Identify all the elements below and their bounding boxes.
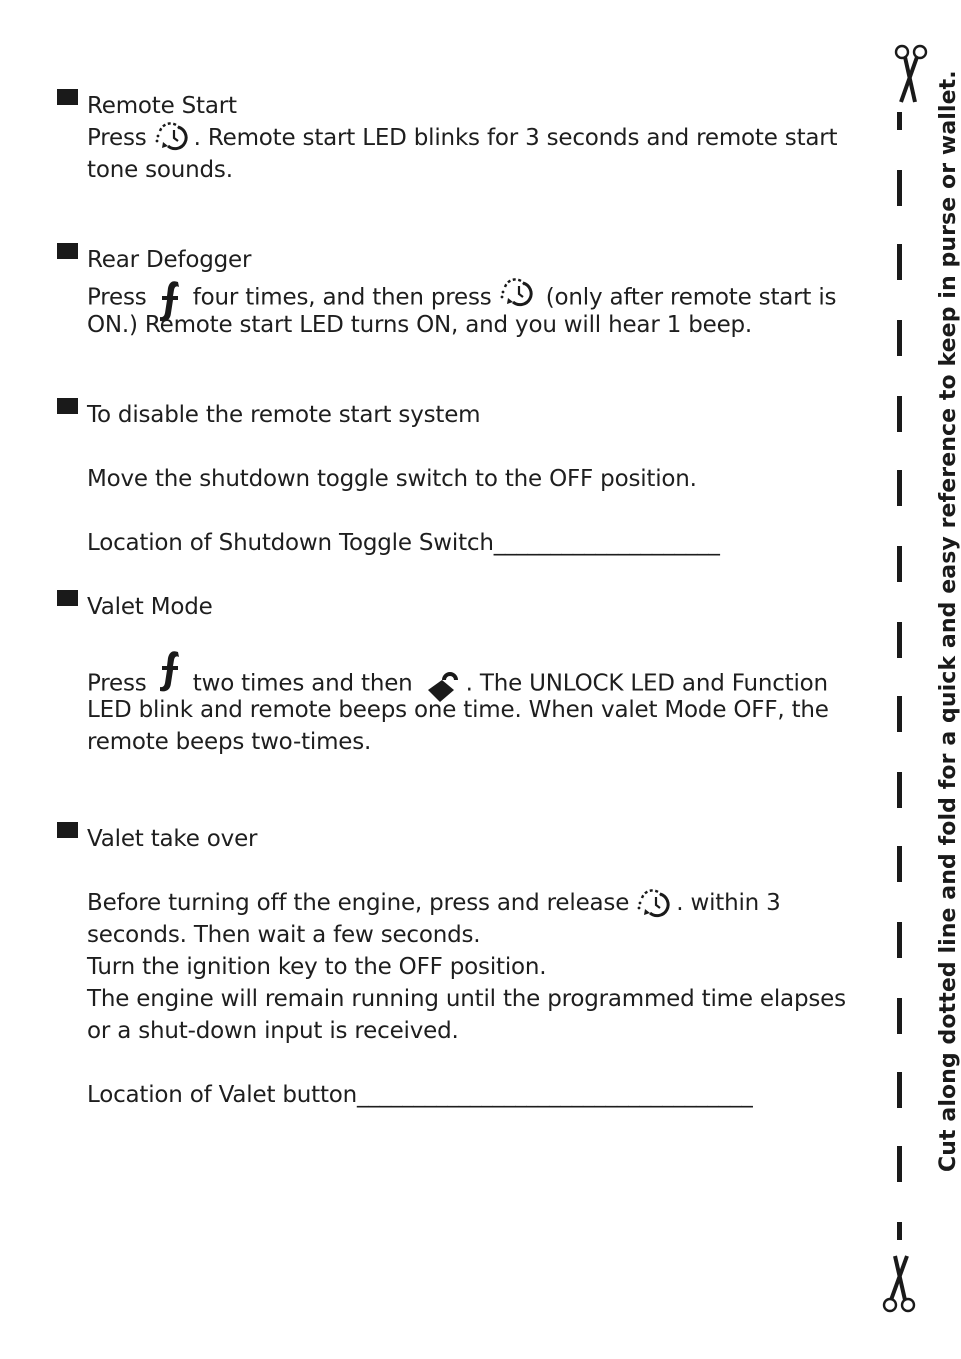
section-title-remote-start: Remote Start bbox=[87, 93, 237, 119]
cut-dash bbox=[897, 772, 902, 808]
remote-start-icon bbox=[636, 888, 676, 918]
cut-dash bbox=[897, 470, 902, 506]
section-bullet bbox=[57, 590, 78, 606]
remote-start-line-2: tone sounds. bbox=[87, 157, 233, 183]
text-segment: Press bbox=[87, 284, 154, 311]
section-title-rear-defogger: Rear Defogger bbox=[87, 247, 252, 273]
disable-instruction: Move the shutdown toggle switch to the OFF position. bbox=[87, 466, 697, 492]
text-segment: . within 3 bbox=[676, 890, 781, 916]
cut-dash bbox=[897, 244, 902, 280]
cut-dash bbox=[897, 320, 902, 356]
text-segment: . Remote start LED blinks for 3 seconds and remote start bbox=[193, 125, 838, 151]
cut-line-margin bbox=[875, 0, 935, 1359]
section-bullet bbox=[57, 398, 78, 414]
section-bullet bbox=[57, 89, 78, 105]
cut-dash bbox=[897, 1222, 902, 1240]
function-f-icon bbox=[154, 648, 186, 692]
valet-mode-line-3: remote beeps two-times. bbox=[87, 729, 372, 755]
valet-take-over-line-3: Turn the ignition key to the OFF position. bbox=[87, 954, 547, 980]
remote-start-icon bbox=[154, 121, 194, 151]
valet-take-over-line-4: The engine will remain running until the programmed time elapses bbox=[87, 986, 846, 1012]
cut-dash bbox=[897, 846, 902, 882]
valet-button-location-field: Location of Valet button___________________________________ bbox=[87, 1082, 753, 1108]
section-title-valet-mode: Valet Mode bbox=[87, 594, 213, 620]
scissors-icon bbox=[879, 1252, 921, 1320]
text-segment: (only after remote start is bbox=[538, 284, 837, 311]
cut-dash bbox=[897, 112, 902, 130]
remote-start-line-1 bbox=[87, 122, 837, 154]
cut-dash bbox=[897, 1072, 902, 1108]
text-segment: two times and then bbox=[185, 670, 420, 697]
valet-take-over-line-2: seconds. Then wait a few seconds. bbox=[87, 922, 481, 948]
cut-dash bbox=[897, 696, 902, 732]
section-title-disable: To disable the remote start system bbox=[87, 402, 481, 428]
cut-dash bbox=[897, 170, 902, 206]
scissors-icon bbox=[889, 44, 931, 112]
section-bullet bbox=[57, 243, 78, 259]
cut-dash bbox=[897, 998, 902, 1034]
text-segment: Before turning off the engine, press and release bbox=[87, 890, 637, 916]
cut-dash bbox=[897, 546, 902, 582]
valet-take-over-line-5: or a shut-down input is received. bbox=[87, 1018, 459, 1044]
cut-dash bbox=[897, 396, 902, 432]
remote-start-icon bbox=[499, 277, 539, 307]
valet-take-over-line-1 bbox=[87, 887, 781, 919]
text-segment: Press bbox=[87, 125, 154, 151]
cut-dash bbox=[897, 622, 902, 658]
section-bullet bbox=[57, 822, 78, 838]
text-segment: . The UNLOCK LED and Function bbox=[465, 670, 828, 697]
valet-mode-line-2: LED blink and remote beeps one time. When valet Mode OFF, the bbox=[87, 697, 829, 723]
text-segment: four times, and then press bbox=[185, 284, 499, 311]
rear-defogger-line-2: ON.) Remote start LED turns ON, and you will hear 1 beep. bbox=[87, 312, 753, 338]
text-segment: Press bbox=[87, 670, 154, 697]
cut-dash bbox=[897, 922, 902, 958]
shutdown-switch-location-field: Location of Shutdown Toggle Switch____________________ bbox=[87, 530, 720, 556]
cut-fold-instruction: Cut along dotted line and fold for a quick and easy reference to keep in purse or wallet. bbox=[936, 70, 961, 1172]
section-title-valet-take-over: Valet take over bbox=[87, 826, 258, 852]
cut-dash bbox=[897, 1146, 902, 1182]
